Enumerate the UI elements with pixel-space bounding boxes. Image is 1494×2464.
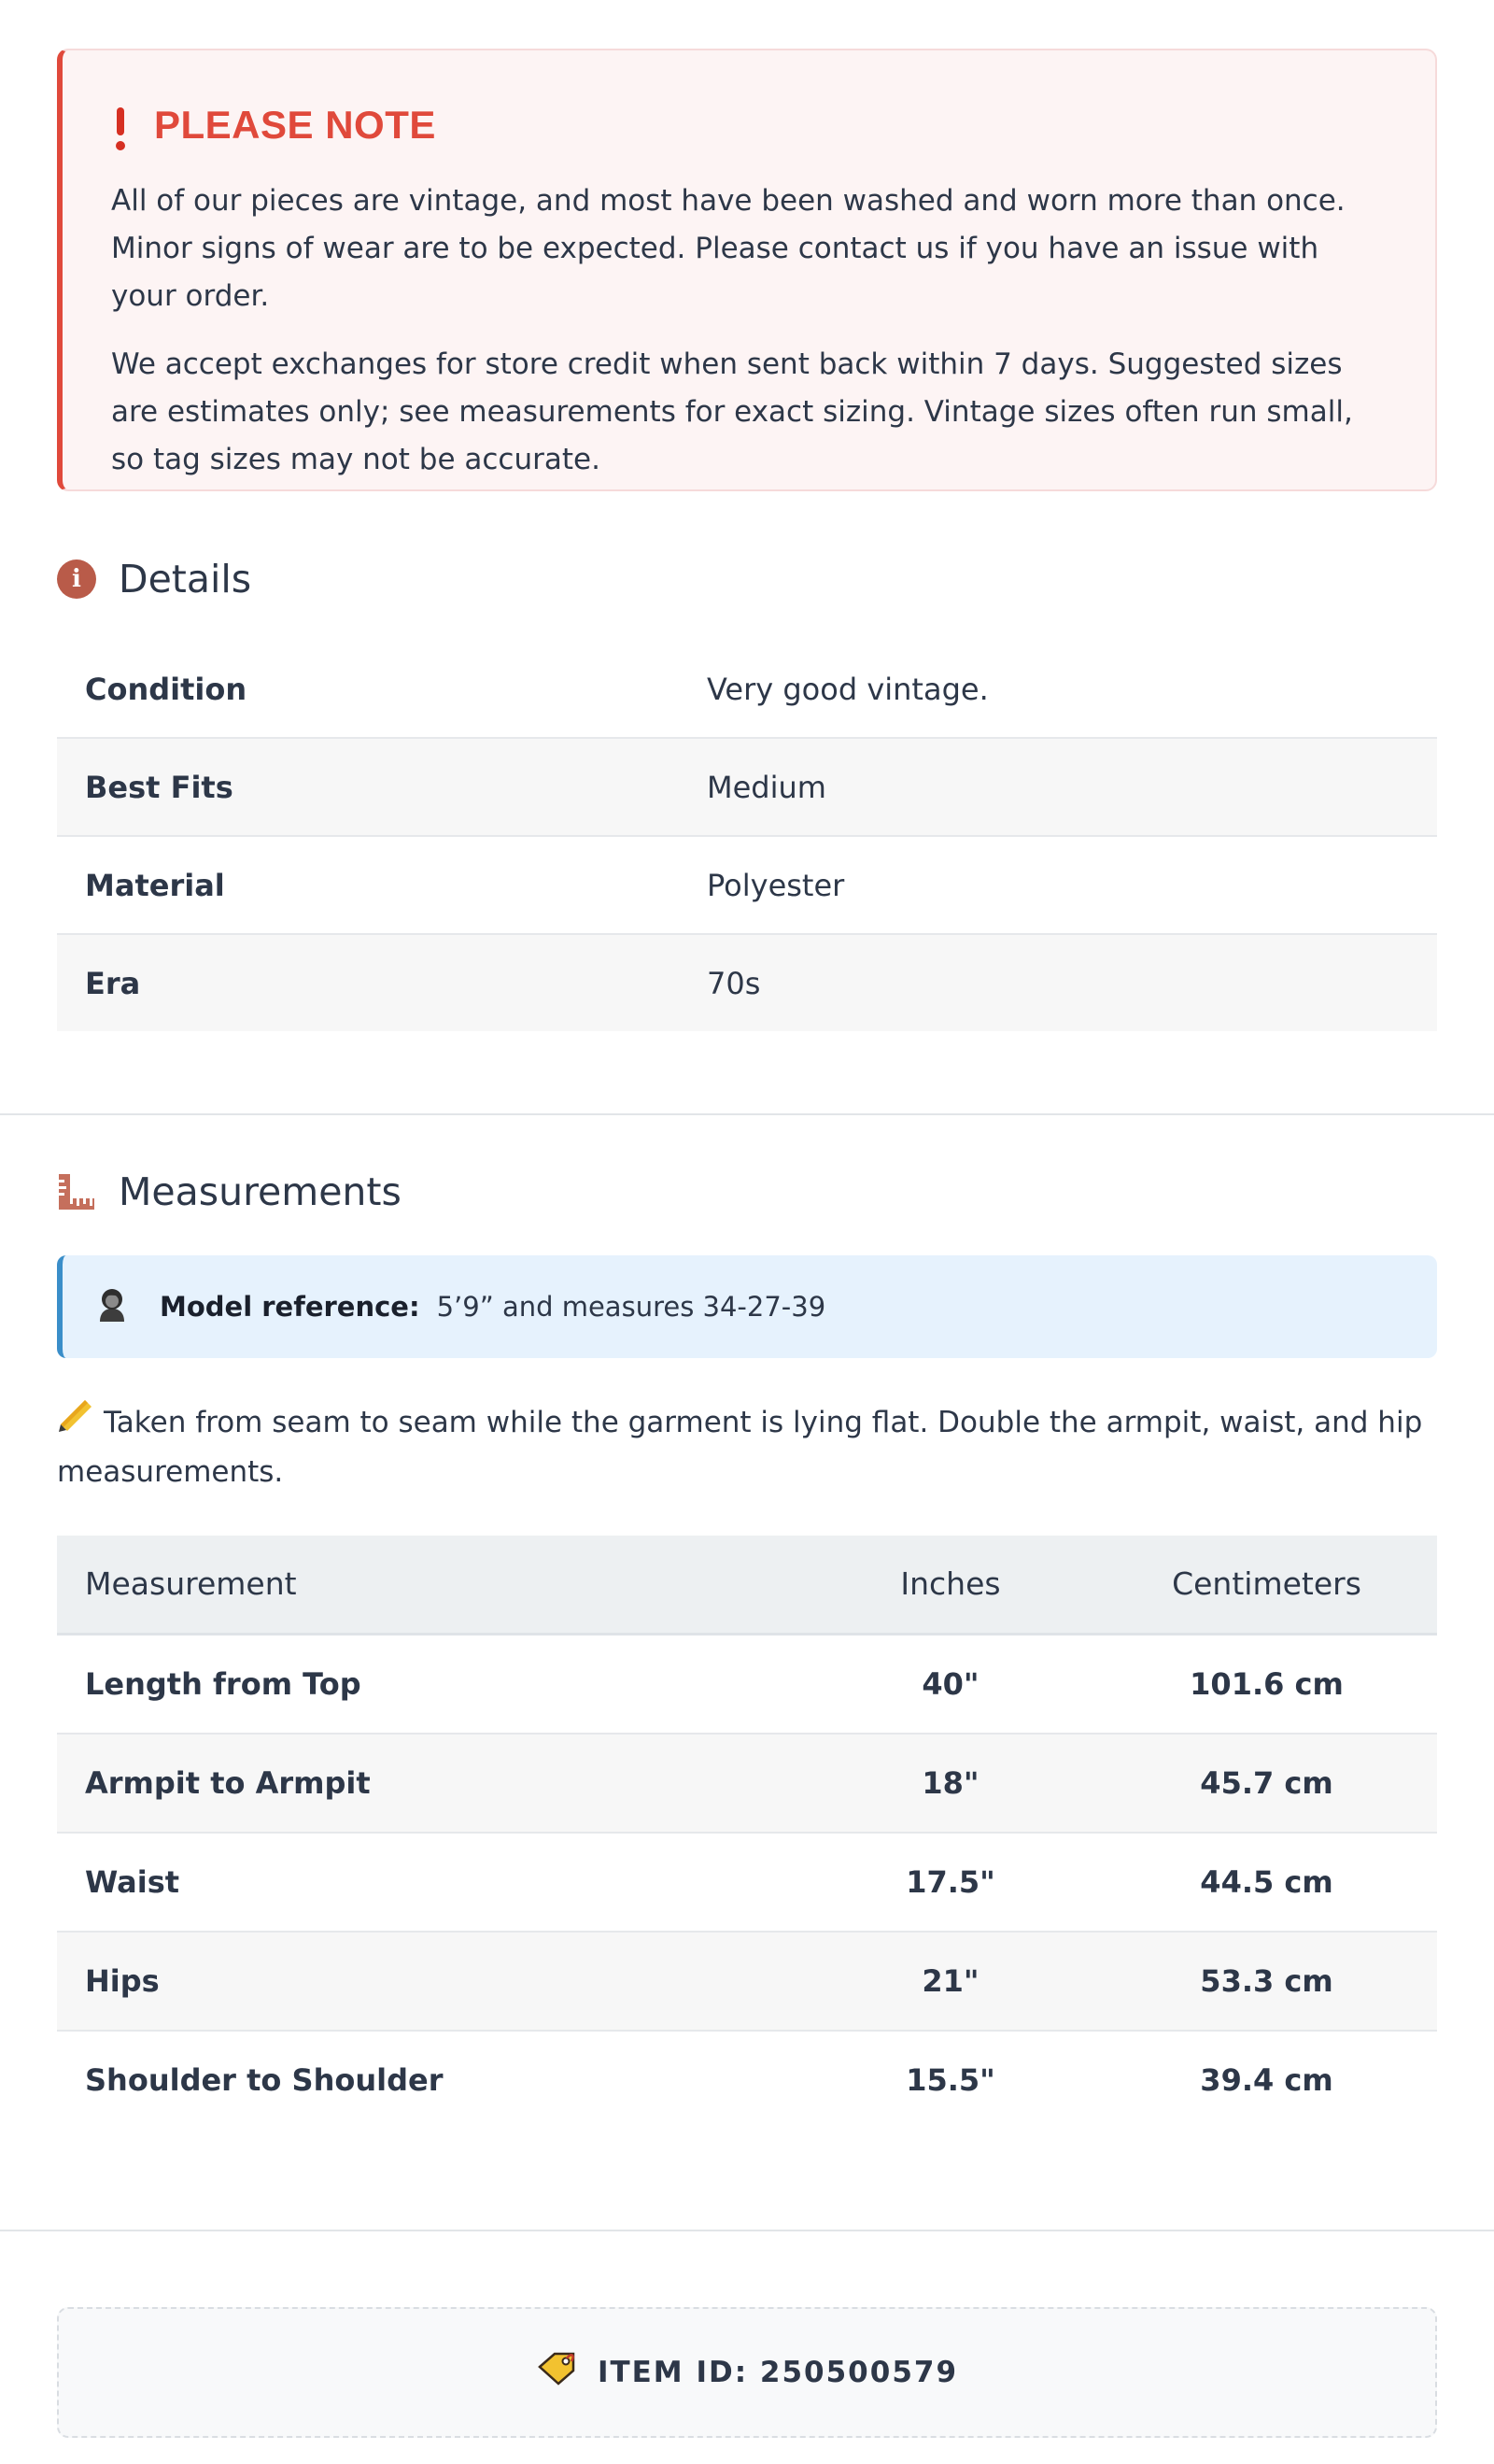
model-reference-value: 5’9” and measures 34-27-39 — [436, 1291, 826, 1323]
measurement-row — [57, 1833, 1437, 1932]
measurement-inches: 18" — [805, 1734, 1096, 1833]
details-row — [57, 836, 1437, 934]
details-label: Era — [57, 934, 679, 1031]
details-value: Medium — [679, 738, 1437, 836]
notice-box — [57, 49, 1437, 491]
measurement-table — [57, 1536, 1437, 2129]
info-icon: i — [57, 559, 96, 599]
notice-paragraph: We accept exchanges for store credit when sent back within 7 days. Suggested sizes are estimates only; see measurements for exact sizing. Vintage sizes often run small, so tag sizes may not be accurate. — [111, 347, 1353, 476]
details-header — [57, 557, 1437, 602]
details-row — [57, 738, 1437, 836]
measurement-note-text: Taken from seam to seam while the garment is lying flat. Double the armpit, waist, and hip measurements. — [57, 1406, 1423, 1489]
pencil-icon — [57, 1400, 94, 1449]
measurements-header — [57, 1169, 1437, 1214]
section-divider — [0, 2230, 1494, 2231]
details-row — [57, 641, 1437, 738]
details-value: 70s — [679, 934, 1437, 1031]
person-icon — [96, 1286, 128, 1328]
exclamation-icon — [117, 107, 124, 135]
price-tag-icon — [536, 2350, 577, 2395]
notice-paragraph: All of our pieces are vintage, and most have been washed and worn more than once. Minor signs of wear are to be expected. Please contact us if you have an issue with your order. — [111, 184, 1346, 313]
measurement-cm: 53.3 cm — [1096, 1932, 1437, 2031]
measurement-inches: 17.5" — [805, 1833, 1096, 1932]
model-reference — [57, 1255, 1437, 1358]
column-header: Inches — [805, 1536, 1096, 1635]
item-id-box — [57, 2307, 1437, 2438]
measurement-name: Armpit to Armpit — [57, 1734, 805, 1833]
measurement-inches: 21" — [805, 1932, 1096, 2031]
measurement-row — [57, 1634, 1437, 1734]
details-value: Very good vintage. — [707, 671, 989, 707]
details-label: Condition — [85, 671, 247, 707]
details-value: Polyester — [679, 836, 1437, 934]
notice-header — [111, 103, 1387, 148]
measurement-inches: 40" — [922, 1665, 980, 1702]
measurement-cm: 44.5 cm — [1096, 1833, 1437, 1932]
details-table — [57, 641, 1437, 1031]
measurement-inches: 15.5" — [805, 2031, 1096, 2129]
measurement-cm: 39.4 cm — [1096, 2031, 1437, 2129]
measurement-header-row — [57, 1536, 1437, 1635]
measurement-cm: 101.6 cm — [1190, 1665, 1344, 1702]
column-header: Centimeters — [1096, 1536, 1437, 1635]
measurement-name: Shoulder to Shoulder — [57, 2031, 805, 2129]
measurement-row — [57, 1734, 1437, 1833]
measurement-cm: 45.7 cm — [1096, 1734, 1437, 1833]
measurement-row — [57, 1932, 1437, 2031]
item-id: ITEM ID: 250500579 — [597, 2355, 959, 2389]
measurement-name: Length from Top — [85, 1665, 361, 1702]
details-row — [57, 934, 1437, 1031]
measurements-title: Measurements — [119, 1169, 402, 1214]
measurement-name: Waist — [57, 1833, 805, 1932]
details-label: Material — [57, 836, 679, 934]
notice-title: PLEASE NOTE — [154, 103, 436, 147]
measurement-name: Hips — [57, 1932, 805, 2031]
ruler-icon — [57, 1172, 96, 1211]
details-title: Details — [119, 557, 252, 602]
measurement-row — [57, 2031, 1437, 2129]
column-header: Measurement — [57, 1536, 805, 1635]
details-label: Best Fits — [57, 738, 679, 836]
model-reference-label: Model reference: — [160, 1291, 420, 1323]
measurement-note — [57, 1399, 1437, 1496]
